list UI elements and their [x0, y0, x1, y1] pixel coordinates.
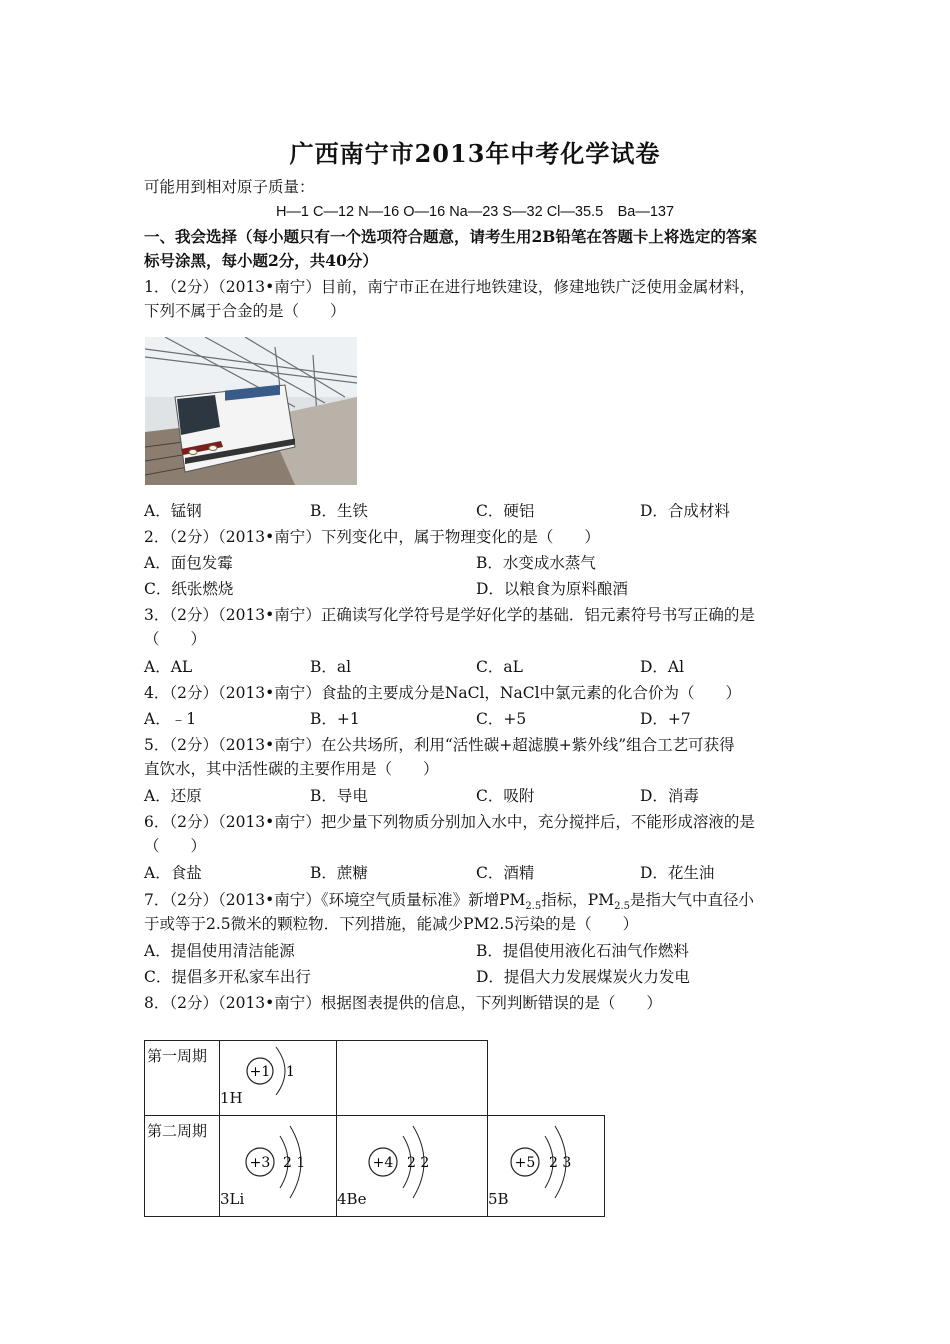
q5-option-a: A．还原 — [144, 787, 202, 805]
q2-option-a: A．面包发霉 — [144, 554, 233, 572]
q3-option-d: D．Al — [640, 658, 685, 676]
q6-option-c: C．酒精 — [476, 864, 535, 882]
q7-part-b: 指标，PM — [541, 891, 615, 909]
q5-option-c: C．吸附 — [476, 787, 535, 805]
q1-text-line1: 1．（2分）（2013•南宁）目前，南宁市正在进行地铁建设，修建地铁广泛使用金属材料， — [144, 278, 755, 296]
q7-text-line2: 于或等于2.5微米的颗粒物．下列措施，能减少PM2.5污染的是（ ） — [144, 915, 639, 933]
q4-text: 4．（2分）（2013•南宁）食盐的主要成分是NaCl，NaCl中氯元素的化合价为（ ） — [144, 684, 742, 702]
be-shells: 2 2 — [407, 1155, 430, 1171]
q2-option-c: C．纸张燃烧 — [144, 580, 234, 598]
q7-part-c: 是指大气中直径小 — [630, 891, 755, 909]
q7-sub-1: 2.5 — [525, 901, 542, 913]
cell-h — [219, 1040, 337, 1116]
q7-part-a: 7．（2分）（2013•南宁）《环境空气质量标准》新增PM — [144, 891, 526, 909]
q6-option-d: D．花生油 — [640, 864, 715, 882]
q3-option-c: C．aL — [476, 658, 523, 676]
be-nucleus: +4 — [372, 1155, 394, 1171]
row1-label-cell — [144, 1040, 220, 1116]
row2-label-cell — [144, 1115, 220, 1217]
q5-text-line2: 直饮水，其中活性碳的主要作用是（ ） — [144, 760, 439, 778]
section1-heading-line2: 标号涂黑，每小题2分，共40分） — [144, 251, 378, 270]
q3-text-line1: 3．（2分）（2013•南宁）正确读写化学符号是学好化学的基础．铝元素符号书写正确的是 — [144, 606, 755, 624]
q1-text-line2: 下列不属于合金的是（ ） — [144, 302, 346, 320]
q4-option-d: D．+7 — [640, 710, 691, 728]
b-symbol: 5B — [488, 1190, 509, 1208]
masses-label: 可能用到相对原子质量： — [144, 178, 315, 196]
q6-option-b: B．蔗糖 — [310, 864, 368, 882]
q1-option-a: A．锰钢 — [144, 502, 202, 520]
b-shells: 2 3 — [549, 1155, 572, 1171]
q1-option-b: B．生铁 — [310, 502, 368, 520]
q3-text-line2: （ ） — [144, 630, 207, 648]
q2-option-d: D．以粮食为原料酿酒 — [476, 580, 628, 598]
li-shells: 2 1 — [283, 1155, 306, 1171]
q3-option-a: A．AL — [144, 658, 193, 676]
b-nucleus: +5 — [514, 1155, 536, 1171]
h-shells: 1 — [286, 1064, 295, 1080]
q4-option-a: A．﹣1 — [144, 710, 197, 728]
q4-option-b: B．+1 — [310, 710, 360, 728]
atomic-masses: H—1 C—12 N—16 O—16 Na—23 S—32 Cl—35.5 Ba—137 — [275, 204, 675, 220]
li-nucleus: +3 — [249, 1155, 271, 1171]
li-symbol: 3Li — [220, 1190, 245, 1208]
q6-text-line1: 6．（2分）（2013•南宁）把少量下列物质分别加入水中，充分搅拌后，不能形成溶液的是 — [144, 813, 755, 831]
q5-option-d: D．消毒 — [640, 787, 699, 805]
q8-text: 8．（2分）（2013•南宁）根据图表提供的信息，下列判断错误的是（ ） — [144, 994, 662, 1012]
q2-option-b: B．水变成水蒸气 — [476, 554, 596, 572]
q5-text-line1: 5．（2分）（2013•南宁）在公共场所，利用“活性碳+超滤膜+紫外线”组合工艺可获得 — [144, 736, 735, 754]
row1-label: 第一周期 — [147, 1047, 208, 1065]
q7-option-a: A．提倡使用清洁能源 — [144, 942, 295, 960]
q7-option-c: C．提倡多开私家车出行 — [144, 968, 311, 986]
q5-option-b: B．导电 — [310, 787, 368, 805]
q7-option-b: B．提倡使用液化石油气作燃料 — [476, 942, 689, 960]
q3-option-b: B．al — [310, 658, 352, 676]
page-title: 广西南宁市2013年中考化学试卷 — [289, 139, 661, 168]
empty-cell — [336, 1040, 488, 1116]
h-nucleus: +1 — [249, 1064, 271, 1080]
cell-b — [487, 1115, 605, 1217]
row2-label: 第二周期 — [147, 1122, 208, 1140]
cell-li — [219, 1115, 337, 1217]
q6-text-line2: （ ） — [144, 837, 207, 855]
q7-sub-2: 2.5 — [614, 901, 630, 913]
section1-heading-line1: 一、我会选择（每小题只有一个选项符合题意，请考生用2B铅笔在答题卡上将选定的答案 — [144, 227, 757, 246]
q2-text: 2．（2分）（2013•南宁）下列变化中，属于物理变化的是（ ） — [144, 528, 600, 546]
q1-option-c: C．硬铝 — [476, 502, 535, 520]
q7-option-d: D．提倡大力发展煤炭火力发电 — [476, 968, 690, 986]
h-symbol: 1H — [220, 1089, 243, 1107]
cell-be — [336, 1115, 488, 1217]
metro-train-image — [145, 337, 357, 485]
q4-option-c: C．+5 — [476, 710, 527, 728]
q1-option-d: D．合成材料 — [640, 502, 730, 520]
q6-option-a: A．食盐 — [144, 864, 202, 882]
be-symbol: 4Be — [337, 1190, 367, 1208]
